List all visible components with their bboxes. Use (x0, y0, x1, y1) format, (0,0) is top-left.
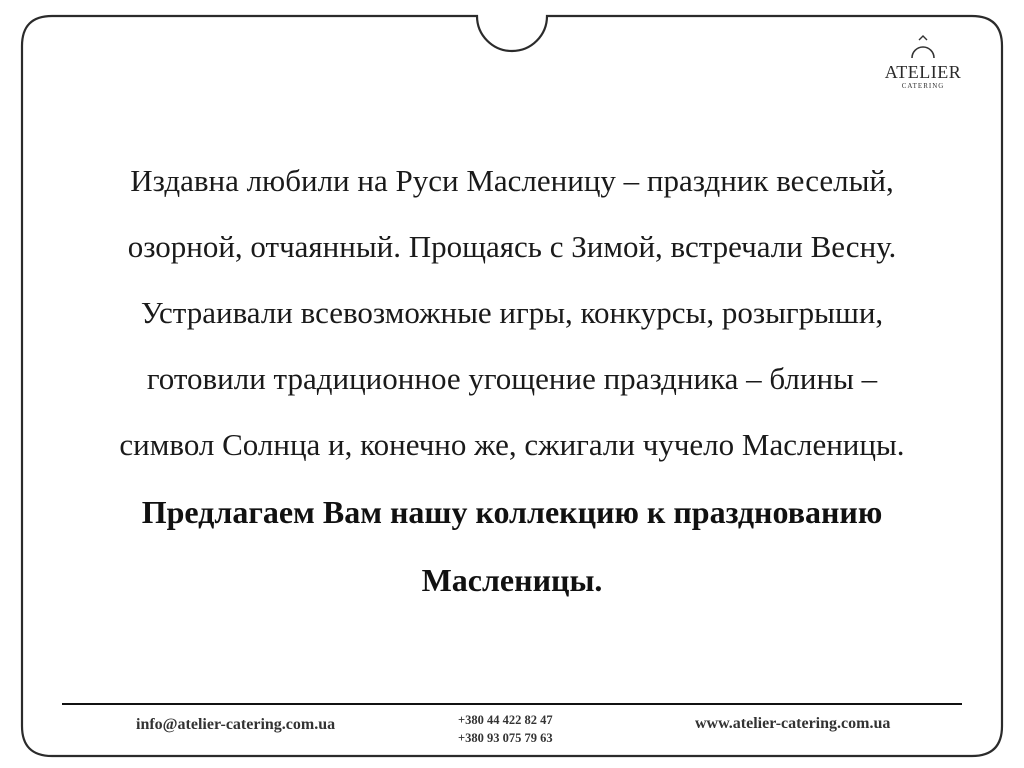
body-line: Устраивали всевозможные игры, конкурсы, розыгрыши, (140, 295, 884, 330)
body-line: озорной, отчаянный. Прощаясь с Зимой, встречали Весну. (127, 229, 897, 264)
cloche-icon (908, 34, 938, 60)
offer-heading-line: Масленицы. (421, 562, 603, 598)
logo-name: ATELIER (884, 62, 962, 82)
body-line: Издавна любили на Руси Масленицу – праздник веселый, (130, 163, 894, 198)
atelier-logo (868, 34, 978, 90)
logo-subtitle: CATERING (901, 82, 945, 90)
footer-website[interactable]: www.atelier-catering.com.ua (695, 715, 891, 732)
footer-phones (458, 711, 553, 747)
footer-email[interactable]: info@atelier-catering.com.ua (136, 716, 336, 733)
body-line: готовили традиционное угощение праздника – блины – (146, 361, 878, 396)
offer-heading-line: Предлагаем Вам нашу коллекцию к празднованию (141, 494, 883, 530)
main-text (40, 148, 984, 614)
footer-divider (62, 703, 962, 705)
body-line: символ Солнца и, конечно же, сжигали чучело Масленицы. (119, 427, 905, 462)
phone-number[interactable]: +380 44 422 82 47 (458, 713, 553, 727)
phone-number[interactable]: +380 93 075 79 63 (458, 731, 553, 745)
